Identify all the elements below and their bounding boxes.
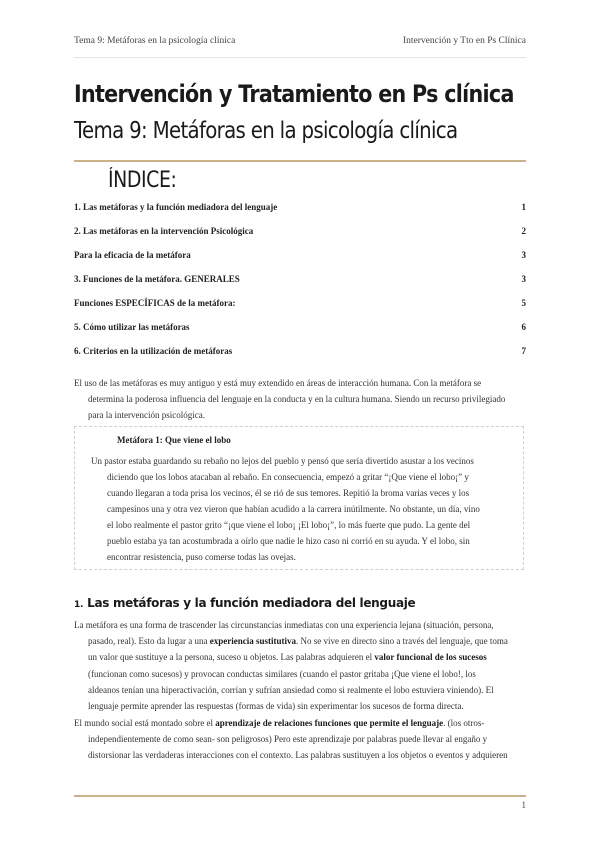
body-paragraph-2 — [74, 715, 526, 764]
metaphor-line: el lobo realmente el pastor grito “¡que viene el lobo¡ ¡El lobo¡”, lo más fuerte que pudo. La gente del — [107, 520, 471, 530]
index-heading: ÍNDICE: — [108, 168, 177, 193]
metaphor-line: pueblo estaba ya tan acostumbrada a oírlo que nadie le hizo caso ni corrió en su ayuda. Y el lobo, sin — [107, 536, 470, 546]
body-text: pasado, real). Esto da lugar a una — [88, 636, 208, 647]
metaphor-line: Un pastor estaba guardando su rebaño no lejos del pueblo y pensó que sería divertido asustar a los vecinos — [91, 456, 474, 466]
body-line: aldeanos tenían una hiperactivación, corrían y sufrían ansiedad como si realmente el lobo estuviera viniendo). El — [88, 684, 494, 695]
metaphor-line: encontrar resistencia, puso comerse todas las ovejas. — [107, 552, 296, 562]
toc-entry-title: 3. Funciones de la metáfora. GENERALES — [74, 274, 240, 284]
bold-term: aprendizaje de relaciones funciones que permite el lenguaje — [215, 718, 444, 728]
body-paragraph-1 — [74, 617, 526, 714]
body-line: (funcionan como sucesos) y provocan conductas similares (cuando el pastor gritaba ¡Que viene el lobo!, los — [88, 668, 476, 679]
title-divider — [74, 160, 526, 162]
toc-entry[interactable] — [74, 200, 526, 224]
metaphor-box — [74, 426, 524, 570]
body-text: . (los otros- — [443, 718, 485, 728]
metaphor-line: cuando llegaran a toda prisa los vecinos, él se rió de sus temores. Repitió la broma varias veces y los — [107, 488, 470, 498]
toc-entry-page: 3 — [521, 274, 526, 284]
table-of-contents — [74, 200, 526, 368]
metaphor-line: diciendo que los lobos atacaban al rebaño. En consecuencia, empezó a gritar “¡Que viene el lobo¡” y — [107, 472, 469, 482]
toc-entry-page: 2 — [521, 226, 526, 236]
toc-entry-title: 2. Las metáforas en la intervención Psicológica — [74, 226, 254, 236]
toc-entry-page: 5 — [521, 298, 526, 308]
bold-term: experiencia sustitutiva — [209, 636, 296, 647]
metaphor-title: Metáfora 1: Que viene el lobo — [117, 435, 231, 445]
body-text: un valor que sustituye a la persona, suceso u objetos. Las palabras adquieren el — [88, 652, 373, 663]
toc-entry-page: 3 — [521, 250, 526, 260]
toc-entry-title: Funciones ESPECÍFICAS de la metáfora: — [74, 298, 236, 308]
toc-entry[interactable] — [74, 224, 526, 248]
document-title: Intervención y Tratamiento en Ps clínica — [74, 80, 514, 108]
toc-entry-title: 5. Cómo utilizar las metáforas — [74, 322, 190, 332]
running-header — [74, 36, 526, 52]
body-text: El mundo social está montado sobre el — [74, 718, 213, 728]
footer-divider — [74, 795, 526, 797]
toc-entry-page: 7 — [521, 346, 526, 356]
body-text: . No se vive en directo sino a través del lenguaje, que toma — [295, 636, 508, 647]
intro-line: El uso de las metáforas es muy antiguo y está muy extendido en áreas de interacción humana. Con la metáfora se — [74, 378, 482, 388]
body-line — [74, 633, 526, 649]
toc-entry[interactable] — [74, 248, 526, 272]
toc-entry-title: 1. Las metáforas y la función mediadora del lenguaje — [74, 202, 278, 212]
document-subtitle: Tema 9: Metáforas en la psicología clínica — [74, 118, 458, 144]
body-line: distorsionar las verdaderas interacciones con el contexto. Las palabras sustituyen a los objetos o eventos y adquieren — [88, 750, 508, 761]
intro-paragraph — [74, 375, 526, 423]
header-right: Intervención y Tto en Ps Clínica — [402, 36, 526, 46]
body-line: independientemente de como sean- son peligrosos) Pero este aprendizaje por palabras puede llevar al engaño y — [88, 734, 488, 745]
metaphor-text — [91, 453, 511, 565]
toc-entry[interactable] — [74, 296, 526, 320]
toc-entry-title: 6. Criterios en la utilización de metáforas — [74, 346, 233, 356]
body-line: La metáfora es una forma de trascender las circunstancias inmediatas con una experiencia lejana (situación, persona, — [74, 620, 494, 630]
toc-entry-page: 6 — [521, 322, 526, 332]
header-left: Tema 9: Metáforas en la psicología clínica — [74, 36, 236, 46]
toc-entry-title: Para la eficacia de la metáfora — [74, 250, 191, 260]
section-title: Las metáforas y la función mediadora del lenguaje — [87, 596, 416, 610]
header-divider — [74, 57, 526, 58]
body-line: lenguaje permite aprender las respuestas (formas de vida) sin experimentar los sucesos de forma directa. — [88, 701, 464, 712]
page-number: 1 — [521, 800, 526, 810]
toc-entry-page: 1 — [521, 202, 526, 212]
intro-line: determina la poderosa influencia del lenguaje en la conducta y en la cultura humana. Siendo un recurso privilegiado — [88, 394, 506, 404]
toc-entry[interactable] — [74, 320, 526, 344]
body-line — [74, 715, 526, 731]
intro-line: para la intervención psicológica. — [88, 410, 205, 420]
bold-term: valor funcional de los sucesos — [374, 652, 487, 663]
section-heading — [74, 596, 415, 610]
toc-entry[interactable] — [74, 272, 526, 296]
metaphor-line: campesinos una y otra vez vieron que habían acudido a la carrera inútilmente. No obstante, un día, vino — [107, 504, 480, 514]
section-number: 1. — [74, 600, 84, 610]
toc-entry[interactable] — [74, 344, 526, 368]
body-line — [74, 649, 526, 665]
